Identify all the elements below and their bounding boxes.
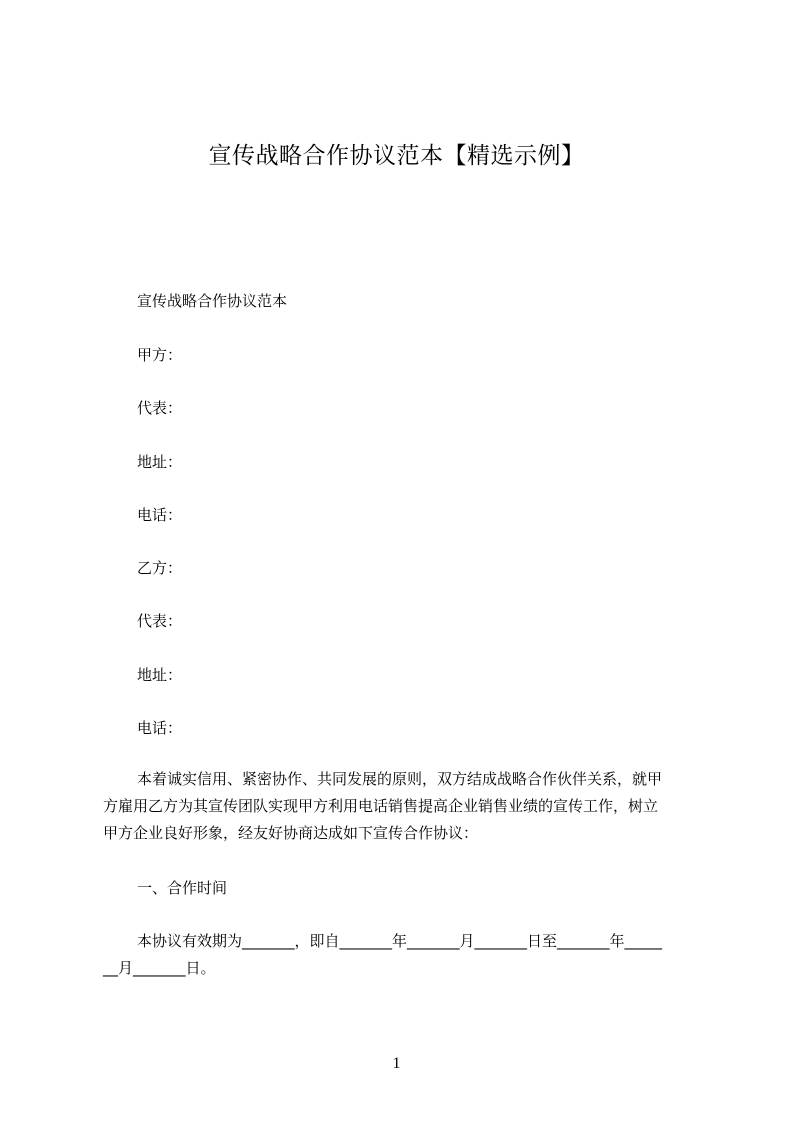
party-b-label: 乙方： xyxy=(137,559,183,577)
party-b-rep-label: 代表： xyxy=(137,612,183,630)
intro-line-3: 甲方企业良好形象，经友好协商达成如下宣传合作协议： xyxy=(103,824,479,842)
intro-paragraph xyxy=(103,766,703,847)
intro-line-2: 方雇用乙方为其宣传团队实现甲方利用电话销售提高企业销售业绩的宣传工作，树立 xyxy=(103,797,659,815)
party-b-phone-label: 电话： xyxy=(137,719,183,737)
term-line-1: 本协议有效期为_______，即自_______年_______月_______日至_______年_____ xyxy=(137,932,663,950)
party-a-phone-label: 电话： xyxy=(137,506,183,524)
intro-line-1: 本着诚实信用、紧密协作、共同发展的原则，双方结成战略合作伙伴关系，就甲 xyxy=(137,770,663,788)
party-a-label: 甲方： xyxy=(137,346,183,364)
party-a-rep-label: 代表： xyxy=(137,399,183,417)
subtitle: 宣传战略合作协议范本 xyxy=(137,292,288,310)
party-b-address-label: 地址： xyxy=(137,666,183,684)
party-a-address-label: 地址： xyxy=(137,453,183,471)
term-paragraph xyxy=(103,928,703,982)
term-line-2: __月_______日。 xyxy=(103,959,216,977)
document-title: 宣传战略合作协议范本【精选示例】 xyxy=(208,143,585,169)
page-number: 1 xyxy=(392,1055,401,1072)
section-1-heading: 一、合作时间 xyxy=(137,879,228,897)
